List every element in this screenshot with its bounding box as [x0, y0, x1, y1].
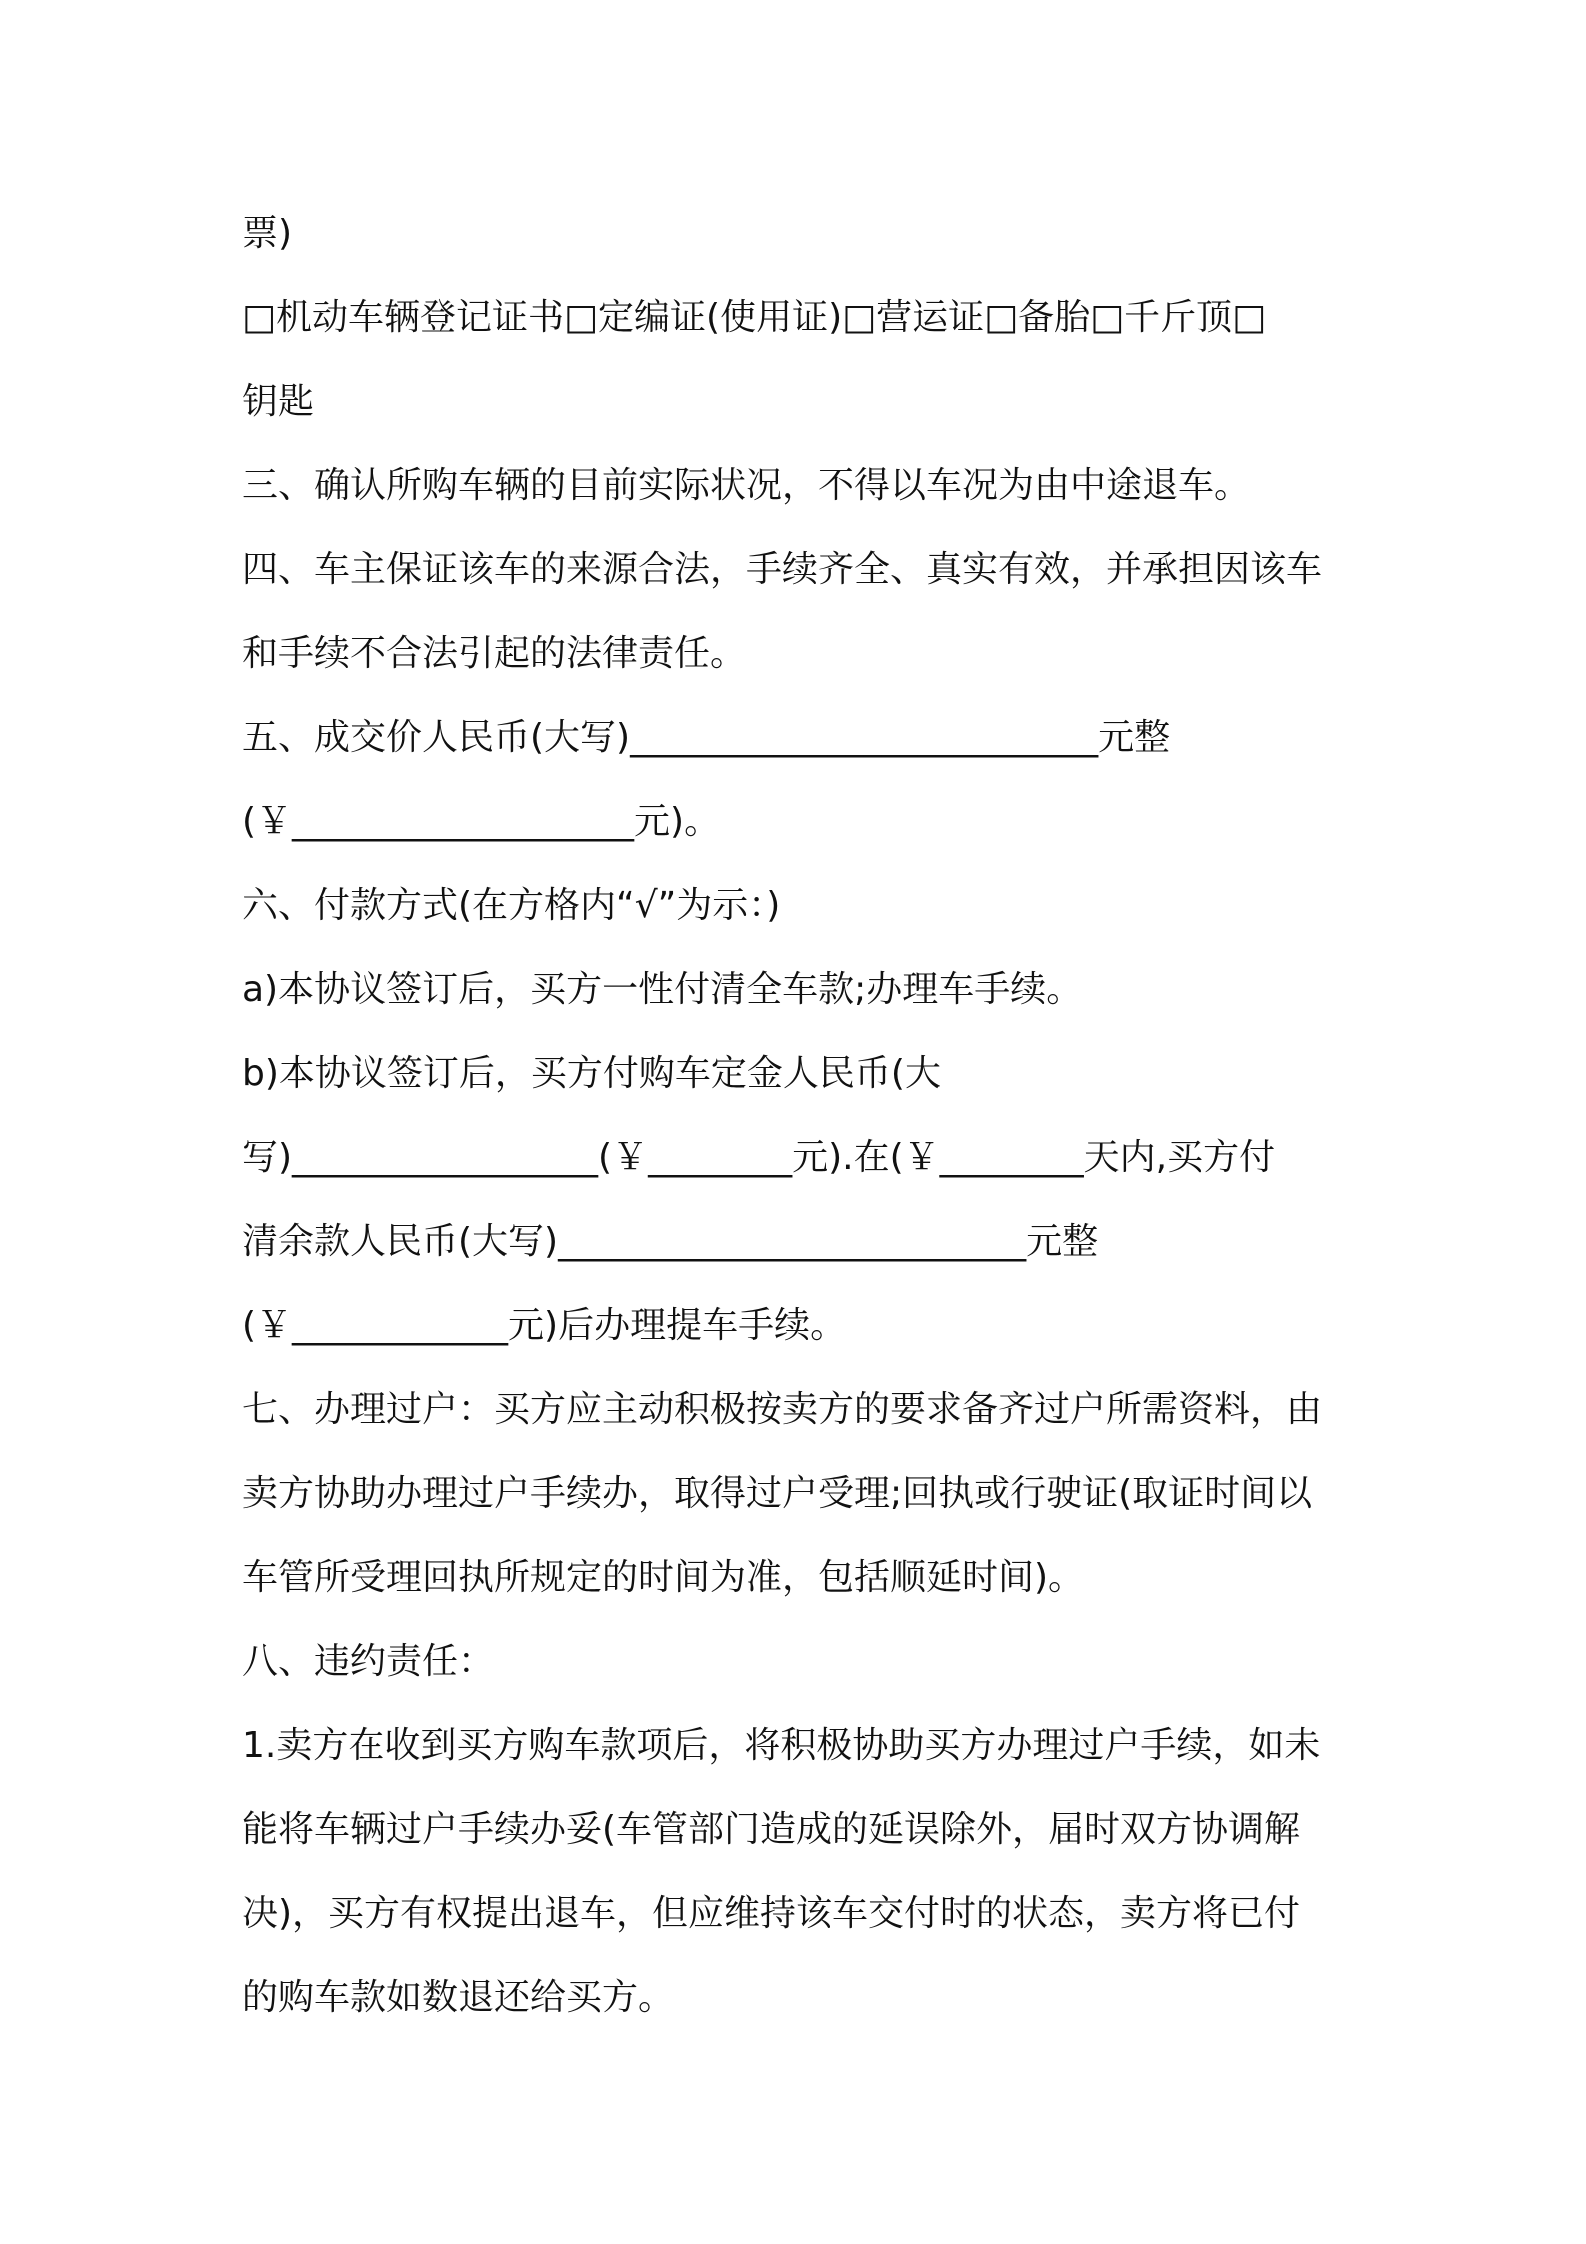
text-line: 车管所受理回执所规定的时间为准，包括顺延时间)。: [242, 1557, 1085, 1598]
text-line: a)本协议签订后，买方一性付清全车款;办理车手续。: [242, 969, 1083, 1010]
text-line: 清余款人民币(大写)__________________________元整: [242, 1221, 1099, 1262]
text-line: b)本协议签订后，买方付购车定金人民币(大: [242, 1053, 941, 1094]
text-line: 八、违约责任：: [242, 1641, 495, 1682]
text-line: 五、成交价人民币(大写)__________________________元整: [242, 717, 1171, 758]
text-line: 能将车辆过户手续办妥(车管部门造成的延误除外，届时双方协调解: [242, 1809, 1301, 1850]
text-line: (￥___________________元)。: [242, 801, 721, 842]
text-line: 写)_________________(￥________元).在(￥________天内,买方付: [242, 1137, 1276, 1178]
text-line: 卖方协助办理过户手续办，取得过户受理;回执或行驶证(取证时间以: [242, 1473, 1313, 1514]
text-line: 决)，买方有权提出退车，但应维持该车交付时的状态，卖方将已付: [242, 1893, 1301, 1934]
text-line: 的购车款如数退还给买方。: [242, 1977, 675, 2018]
text-line: 票): [242, 213, 293, 254]
text-line: 和手续不合法引起的法律责任。: [242, 633, 747, 674]
text-line: 钥匙: [242, 381, 315, 422]
document-body: [242, 192, 1372, 2040]
text-line: 三、确认所购车辆的目前实际状况，不得以车况为由中途退车。: [242, 465, 1251, 506]
text-line: □机动车辆登记证书□定编证(使用证)□营运证□备胎□千斤顶□: [242, 297, 1267, 338]
text-line: 四、车主保证该车的来源合法，手续齐全、真实有效，并承担因该车: [242, 549, 1323, 590]
text-line: 七、办理过户：买方应主动积极按卖方的要求备齐过户所需资料，由: [242, 1389, 1323, 1430]
text-line: 六、付款方式(在方格内“√”为示：): [242, 885, 781, 926]
text-line: (￥____________元)后办理提车手续。: [242, 1305, 847, 1346]
text-line: 1.卖方在收到买方购车款项后，将积极协助买方办理过户手续，如未: [242, 1725, 1321, 1766]
